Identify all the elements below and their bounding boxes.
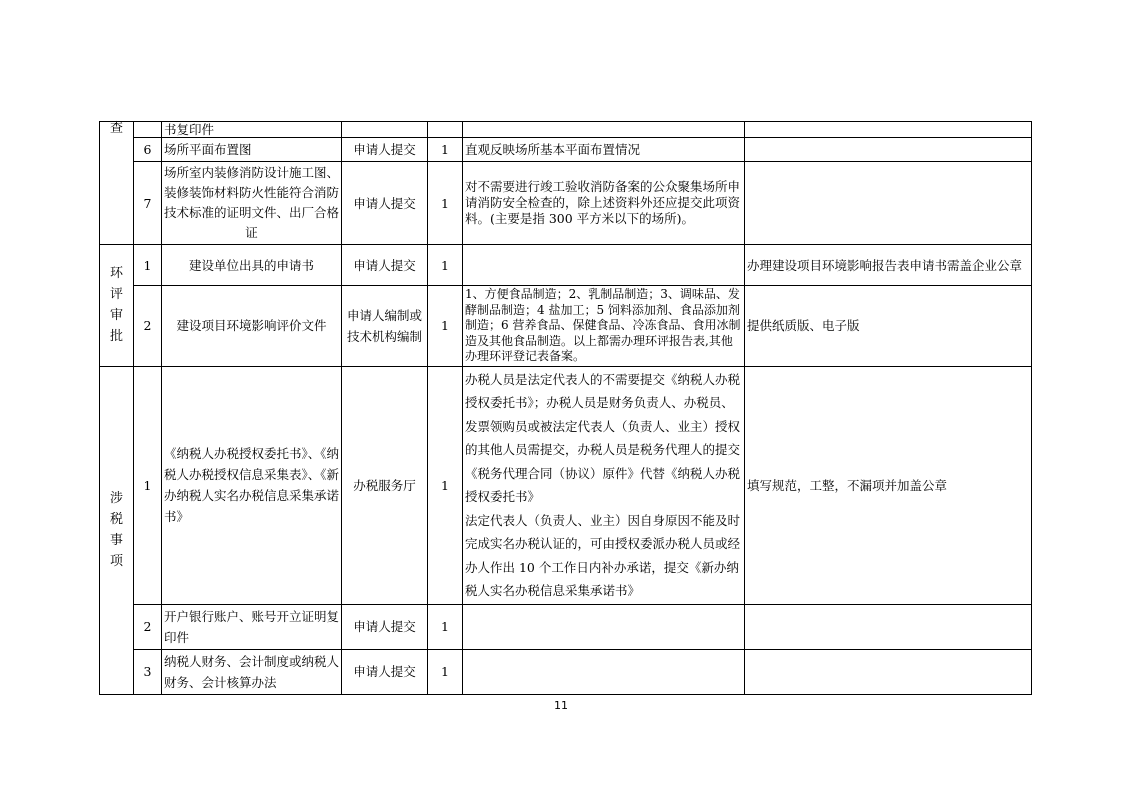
material-cell: 场所平面布置图 (162, 138, 342, 162)
row-number-cell: 2 (134, 604, 162, 649)
count-cell (428, 122, 463, 138)
source-cell: 申请人提交 (342, 245, 428, 286)
material-cell: 建设项目环境影响评价文件 (162, 286, 342, 367)
row-number-cell: 6 (134, 138, 162, 162)
table-row (100, 366, 1032, 604)
note-cell (745, 162, 1032, 245)
note-cell (745, 604, 1032, 649)
table-row (100, 162, 1032, 245)
requirement-cell (463, 604, 745, 649)
count-cell: 1 (428, 366, 463, 604)
requirement-cell (463, 366, 745, 604)
count-cell: 1 (428, 604, 463, 649)
note-cell (745, 122, 1032, 138)
material-cell: 开户银行账户、账号开立证明复印件 (162, 604, 342, 649)
note-cell: 提供纸质版、电子版 (745, 286, 1032, 367)
row-number-cell (134, 122, 162, 138)
material-cell: 《纳税人办税授权委托书》、《纳税人办税授权信息采集表》、《新办纳税人实名办税信息采集承诺书》 (162, 366, 342, 604)
material-cell: 纳税人财务、会计制度或纳税人财务、会计核算办法 (162, 649, 342, 694)
page-number: 11 (554, 699, 568, 712)
requirement-cell (463, 122, 745, 138)
source-cell: 申请人提交 (342, 138, 428, 162)
row-number-cell: 1 (134, 245, 162, 286)
table-row (100, 122, 1032, 138)
count-cell: 1 (428, 138, 463, 162)
requirement-cell (463, 245, 745, 286)
source-cell: 申请人提交 (342, 162, 428, 245)
table-row (100, 649, 1032, 694)
table-row (100, 286, 1032, 367)
source-cell (342, 122, 428, 138)
source-cell: 申请人编制或技术机构编制 (342, 286, 428, 367)
requirement-part: 法定代表人（负责人、业主）因自身原因不能及时完成实名办税认证的，可由授权委派办税人员或经办人作出 10 个工作日内补办承诺，提交《新办纳税人实名办税信息采集承诺书》 (465, 512, 741, 598)
table-row (100, 138, 1032, 162)
material-cell: 场所室内装修消防设计施工图、装修装饰材料防火性能符合消防技术标准的证明文件、出厂合格证 (162, 162, 342, 245)
note-cell (745, 649, 1032, 694)
requirement-cell: 对不需要进行竣工验收消防备案的公众聚集场所申请消防安全检查的，除上述资料外还应提交此项资料。(主要是指 300 平方米以下的场所)。 (463, 162, 745, 245)
note-cell (745, 138, 1032, 162)
requirement-cell: 1、方便食品制造；2、乳制品制造；3、调味品、发酵制品制造；4 盐加工；5 饲料添加剂、食品添加剂制造；6 营养食品、保健食品、冷冻食品、食用冰制造及其他食品制造。以上都需办理环评报告表,其他办理环评登记表备案。 (463, 286, 745, 367)
category-cell: 环评审批 (100, 245, 134, 367)
table-row (100, 245, 1032, 286)
row-number-cell: 1 (134, 366, 162, 604)
requirement-part: 办税人员是法定代表人的不需要提交《纳税人办税授权委托书》；办税人员是财务负责人、办税员、发票领购员或被法定代表人（负责人、业主）授权的其他人员需提交，办税人员是税务代理人的提交《税务代理合同（协议）原件》代替《纳税人办税授权委托书》 (465, 371, 741, 504)
table-row (100, 604, 1032, 649)
count-cell: 1 (428, 649, 463, 694)
row-number-cell: 2 (134, 286, 162, 367)
material-cell: 建设单位出具的申请书 (162, 245, 342, 286)
count-cell: 1 (428, 162, 463, 245)
category-cell: 查 (100, 122, 134, 245)
material-cell: 书复印件 (162, 122, 342, 138)
row-number-cell: 7 (134, 162, 162, 245)
count-cell: 1 (428, 286, 463, 367)
source-cell: 办税服务厅 (342, 366, 428, 604)
requirement-cell: 直观反映场所基本平面布置情况 (463, 138, 745, 162)
note-cell: 填写规范，工整，不漏项并加盖公章 (745, 366, 1032, 604)
requirement-cell (463, 649, 745, 694)
count-cell: 1 (428, 245, 463, 286)
note-cell: 办理建设项目环境影响报告表申请书需盖企业公章 (745, 245, 1032, 286)
category-cell: 涉税事项 (100, 366, 134, 694)
document-table (99, 121, 1032, 695)
source-cell: 申请人提交 (342, 604, 428, 649)
source-cell: 申请人提交 (342, 649, 428, 694)
row-number-cell: 3 (134, 649, 162, 694)
